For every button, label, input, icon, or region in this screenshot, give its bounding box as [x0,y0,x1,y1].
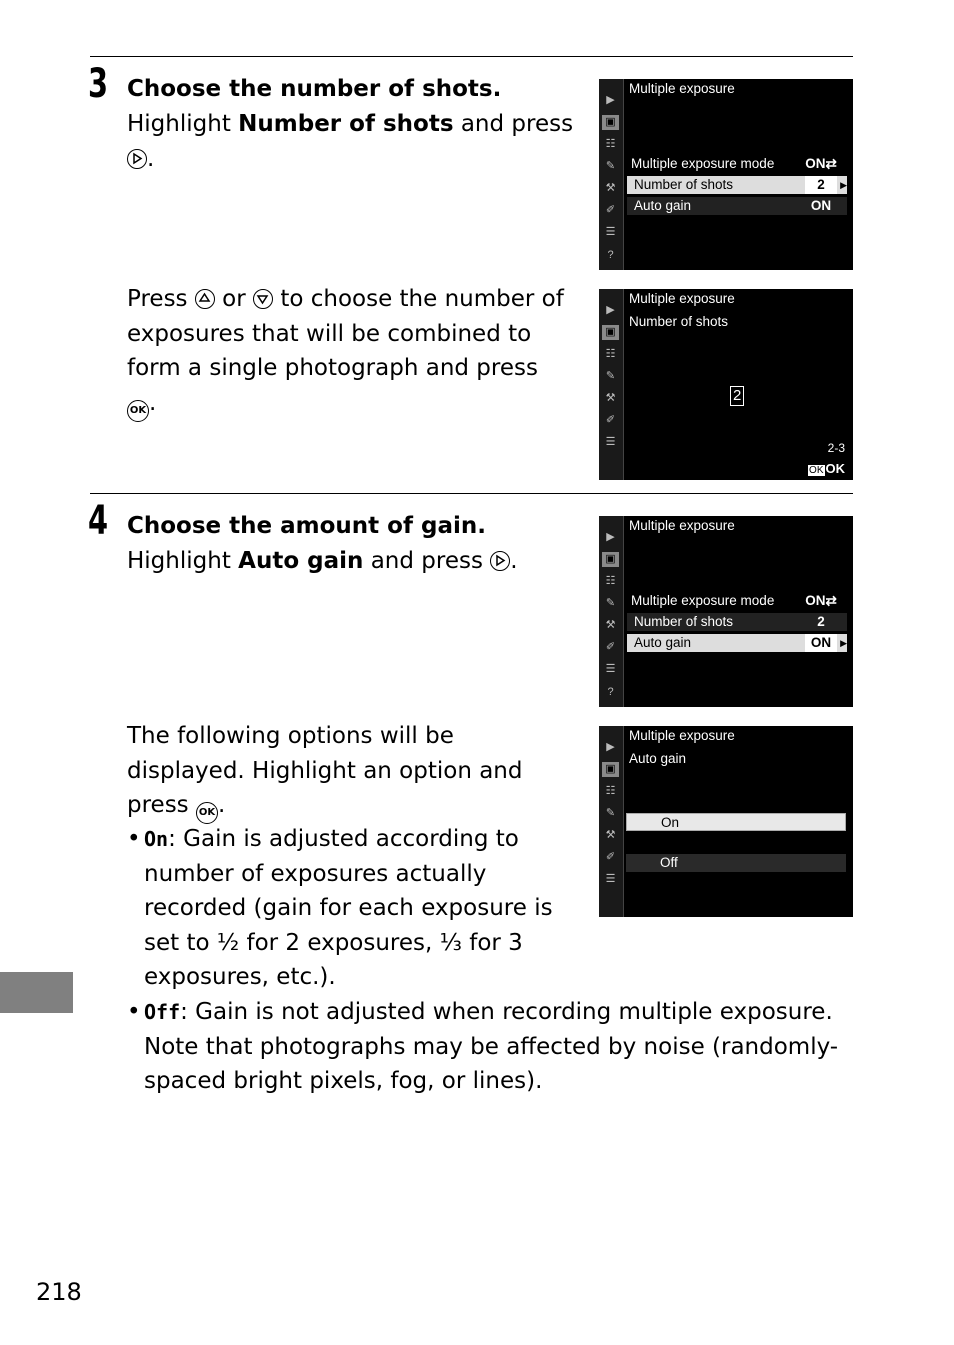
chapter-tab [0,972,73,1013]
right-arrow-icon: ▶ [840,180,847,190]
menu-row-multiple-exposure-mode[interactable] [627,155,847,173]
bullet-off-label: Off [144,1000,181,1024]
row-label: Multiple exposure mode [631,593,775,608]
ok-hint [808,461,845,476]
menu-sidebar [599,289,624,480]
movie-menu-icon: ☷ [605,575,616,587]
setup-menu-icon: ⚒ [605,829,616,841]
multi-selector-up-icon [195,289,215,309]
shooting-menu-icon: ▣ [602,115,619,130]
custom-settings-icon: ✎ [605,807,616,819]
row-value: ON [810,198,832,213]
row-label: Number of shots [634,177,734,192]
bullet-dot: • [127,826,141,852]
movie-menu-icon: ☷ [605,138,616,150]
bullet-on-line-5: exposures, etc.). [144,964,336,990]
movie-menu-icon: ☷ [605,785,616,797]
step-3-para-1-post: and press [453,111,574,137]
step-4-para-1-end: . [510,548,518,574]
screen-subtitle: Number of shots [629,314,729,329]
screen-subtitle: Auto gain [629,751,687,766]
step-4-para-2-line-3: press [127,792,189,818]
help-icon: ? [607,249,614,261]
bullet-on-line-1: : Gain is adjusted according to [168,826,519,852]
option-label: Off [660,855,678,870]
row-value: 2 [817,614,825,629]
step-3-para-1-end: . [147,145,155,172]
step-4-para-1-pre: Highlight [127,548,239,574]
step-4-para-2-end: . [217,792,226,818]
custom-settings-icon: ✎ [605,597,616,609]
step-3-para-2-line-2: exposures that will be combined to [127,320,532,347]
bullet-on [127,822,553,995]
retouch-menu-icon: ✐ [605,204,616,216]
step-3-para-1 [127,107,573,176]
retouch-menu-icon: ✐ [605,414,616,426]
bullet-on-line-4: set to ½ for 2 exposures, ⅓ for 3 [144,929,523,956]
screen-title: Multiple exposure [629,728,735,743]
bullet-off-line-2: Note that photographs may be affected by noise (randomly- [144,1033,839,1060]
row-value: 2 [805,176,837,194]
screen-title: Multiple exposure [629,291,735,306]
step-number-3: 3 [88,61,109,107]
row-label: Multiple exposure mode [631,156,775,171]
setup-menu-icon: ⚒ [605,619,616,631]
menu-sidebar [599,79,624,270]
camera-screen-menu-2 [599,516,853,707]
multi-selector-right-icon [490,551,510,571]
my-menu-icon: ☰ [605,663,616,675]
step-4-para-2 [127,719,522,824]
ok-label: OK [825,461,845,476]
step-3-para-2 [127,282,564,422]
menu-row-number-of-shots[interactable] [627,176,847,194]
my-menu-icon: ☰ [605,873,616,885]
step-3-para-1-pre: Highlight [127,111,239,137]
camera-screen-number-of-shots [599,289,853,480]
my-menu-icon: ☰ [605,436,616,448]
page-number: 218 [36,1278,82,1306]
step-3-para-2-end: . [149,389,157,416]
step-3-para-2-c: to choose the number of [280,286,564,312]
playback-menu-icon: ▶ [606,304,615,316]
help-icon: ? [607,686,614,698]
menu-row-multiple-exposure-mode[interactable] [627,592,847,610]
ok-button-icon: OK [127,400,149,422]
step-4-heading: Choose the amount of gain. [127,513,486,539]
shooting-menu-icon: ▣ [602,552,619,567]
step-4-para-2-line-1: The following options will be [127,723,454,749]
option-label: On [661,815,680,830]
option-on[interactable] [626,813,846,831]
section-rule-top [90,56,853,57]
shooting-menu-icon: ▣ [602,325,619,340]
bullet-on-line-2: number of exposures actually [144,860,487,887]
row-label: Auto gain [634,198,692,213]
menu-sidebar [599,516,624,707]
my-menu-icon: ☰ [605,226,616,238]
bullet-off-line-3: spaced bright pixels, fog, or lines). [144,1068,543,1094]
shooting-menu-icon: ▣ [602,762,619,777]
step-4-para-1-post: and press [363,548,483,574]
movie-menu-icon: ☷ [605,348,616,360]
step-3-para-1-bold: Number of shots [238,111,454,137]
screen-title: Multiple exposure [629,81,735,96]
section-rule-middle [90,493,853,494]
retouch-menu-icon: ✐ [605,641,616,653]
ok-icon: OK [809,465,824,476]
bullet-on-label: On [144,827,169,851]
camera-screen-auto-gain [599,726,853,917]
step-3-para-2-b: or [222,286,246,312]
setup-menu-icon: ⚒ [605,182,616,194]
camera-screen-menu-1 [599,79,853,270]
step-4-para-2-line-2: displayed. Highlight an option and [127,757,523,784]
playback-menu-icon: ▶ [606,531,615,543]
step-number-4: 4 [88,498,109,544]
menu-row-number-of-shots[interactable] [627,613,847,631]
screen-title: Multiple exposure [629,518,735,533]
step-3-para-2-a: Press [127,286,188,312]
shots-value-selector[interactable]: 2 [730,386,744,406]
setup-menu-icon: ⚒ [605,392,616,404]
playback-menu-icon: ▶ [606,94,615,106]
bullet-off-line-1: : Gain is not adjusted when recording multiple exposure. [180,999,833,1025]
row-value: ON⇄ [805,593,837,608]
bullet-off [127,995,838,1099]
value-range: 2-3 [827,441,845,455]
right-arrow-icon: ▶ [840,638,847,648]
option-off[interactable] [626,854,846,872]
multi-selector-down-icon [253,289,273,309]
playback-menu-icon: ▶ [606,741,615,753]
menu-sidebar [599,726,624,917]
multi-selector-right-icon [127,149,147,169]
menu-row-auto-gain[interactable] [627,634,847,652]
ok-button-icon: OK [196,802,218,824]
row-label: Number of shots [634,614,734,629]
step-3-para-2-line-3: form a single photograph and press [127,355,538,381]
row-label: Auto gain [634,635,692,650]
custom-settings-icon: ✎ [605,370,616,382]
step-3-heading: Choose the number of shots. [127,76,502,102]
retouch-menu-icon: ✐ [605,851,616,863]
bullet-dot: • [127,999,141,1025]
step-4-para-1 [127,544,518,579]
menu-row-auto-gain[interactable] [627,197,847,215]
bullet-on-line-3: recorded (gain for each exposure is [144,895,553,921]
row-value: ON⇄ [805,156,837,171]
step-4-para-1-bold: Auto gain [238,548,364,574]
custom-settings-icon: ✎ [605,160,616,172]
row-value: ON [805,634,837,652]
